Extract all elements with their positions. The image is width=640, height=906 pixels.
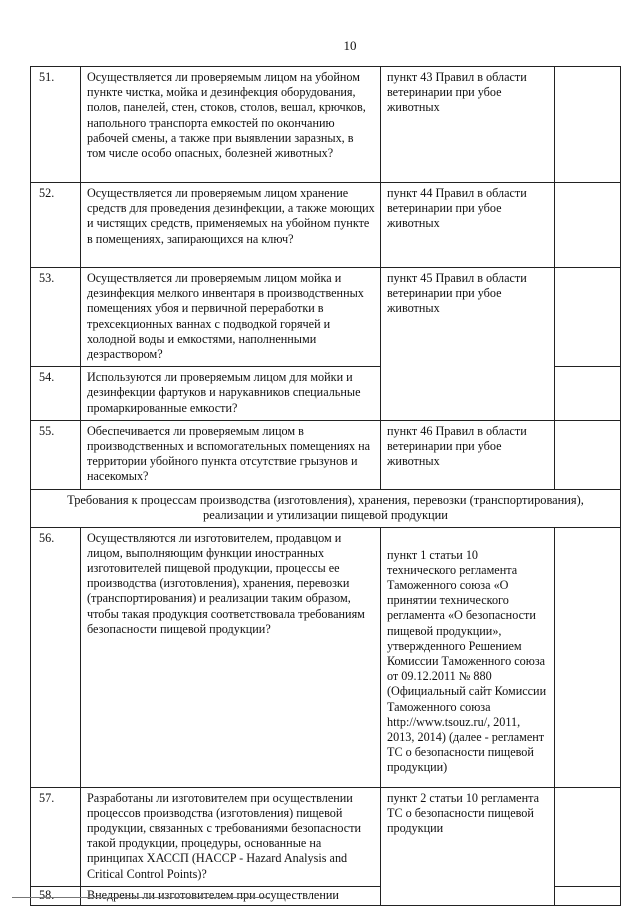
section-heading-row xyxy=(31,489,621,527)
reference-cell: пункт 44 Правил в области ветеринарии при убое животных xyxy=(381,183,555,268)
reference-cell: пункт 2 статьи 10 регламента ТС о безопасности пищевой продукции xyxy=(381,787,555,905)
question-cell: Осуществляются ли изготовителем, продавцом и лицом, выполняющим функции иностранных изготовителей пищевой продукции, процессы ее производства (изготовления), хранения, перевозки (транспортирования) и реализации таким образом, чтобы такая продукция соответствовала требованиям безопасности пищевой продукции? xyxy=(81,527,381,787)
answer-cell xyxy=(555,67,621,183)
row-number: 54. xyxy=(31,367,81,421)
page-number: 10 xyxy=(343,38,357,53)
answer-cell xyxy=(555,367,621,421)
checklist-table xyxy=(30,66,621,906)
row-number: 58. xyxy=(31,886,81,905)
row-number: 57. xyxy=(31,787,81,886)
question-cell: Обеспечивается ли проверяемым лицом в производственных и вспомогательных помещениях на территории убойного пункта отсутствие грызунов и насекомых? xyxy=(81,420,381,489)
footer-divider xyxy=(12,897,270,898)
table-row xyxy=(31,268,621,367)
row-number: 51. xyxy=(31,67,81,183)
question-cell: Осуществляется ли проверяемым лицом мойка и дезинфекция мелкого инвентаря в производственных помещениях убоя и первичной переработки в трехсекционных ваннах с подводкой горячей и холодной воды и емкостями, наполненными дезраствором? xyxy=(81,268,381,367)
table-row xyxy=(31,420,621,489)
table-row xyxy=(31,527,621,787)
answer-cell xyxy=(555,268,621,367)
table-row xyxy=(31,183,621,268)
answer-cell xyxy=(555,420,621,489)
reference-cell: пункт 46 Правил в области ветеринарии при убое животных xyxy=(381,420,555,489)
row-number: 53. xyxy=(31,268,81,367)
row-number: 55. xyxy=(31,420,81,489)
answer-cell xyxy=(555,183,621,268)
checklist-table-container xyxy=(30,66,620,906)
row-number: 52. xyxy=(31,183,81,268)
reference-cell: пункт 45 Правил в области ветеринарии при убое животных xyxy=(381,268,555,421)
question-cell: Осуществляется ли проверяемым лицом хранение средств для проведения дезинфекции, а также моющих и чистящих средств, применяемых на убойном пункте в помещениях, запирающихся на ключ? xyxy=(81,183,381,268)
question-cell: Используются ли проверяемым лицом для мойки и дезинфекции фартуков и нарукавников специальные промаркированные емкости? xyxy=(81,367,381,421)
section-heading: Требования к процессам производства (изготовления), хранения, перевозки (транспортирования), реализации и утилизации пищевой продукции xyxy=(31,489,621,527)
answer-cell xyxy=(555,527,621,787)
answer-cell xyxy=(555,886,621,905)
reference-cell: пункт 43 Правил в области ветеринарии при убое животных xyxy=(381,67,555,183)
reference-cell: пункт 1 статьи 10 технического регламента Таможенного союза «О принятии технического регламента «О безопасности пищевой продукции», утвержденного Решением Комиссии Таможенного союза от 09.12.2011 № 880 (Официальный сайт Комиссии Таможенного союза http://www.tsouz.ru/, 2011, 2013, 2014) (далее - регламент ТС о безопасности пищевой продукции) xyxy=(381,527,555,787)
row-number: 56. xyxy=(31,527,81,787)
table-row xyxy=(31,67,621,183)
table-row xyxy=(31,787,621,886)
question-cell: Осуществляется ли проверяемым лицом на убойном пункте чистка, мойка и дезинфекция оборудования, полов, панелей, стен, стоков, столов, вешал, крючков, напольного транспорта емкостей по окончанию рабочей смены, а также при выявлении заразных, в том числе особо опасных, болезней животных? xyxy=(81,67,381,183)
question-cell: Внедрены ли изготовителем при осуществлении xyxy=(81,886,381,905)
question-cell: Разработаны ли изготовителем при осуществлении процессов производства (изготовления) пищевой продукции, связанных с требованиями безопасности такой продукции, процедуры, основанные на принципах ХАССП (HACCP - Hazard Analysis and Critical Control Points)? xyxy=(81,787,381,886)
answer-cell xyxy=(555,787,621,886)
